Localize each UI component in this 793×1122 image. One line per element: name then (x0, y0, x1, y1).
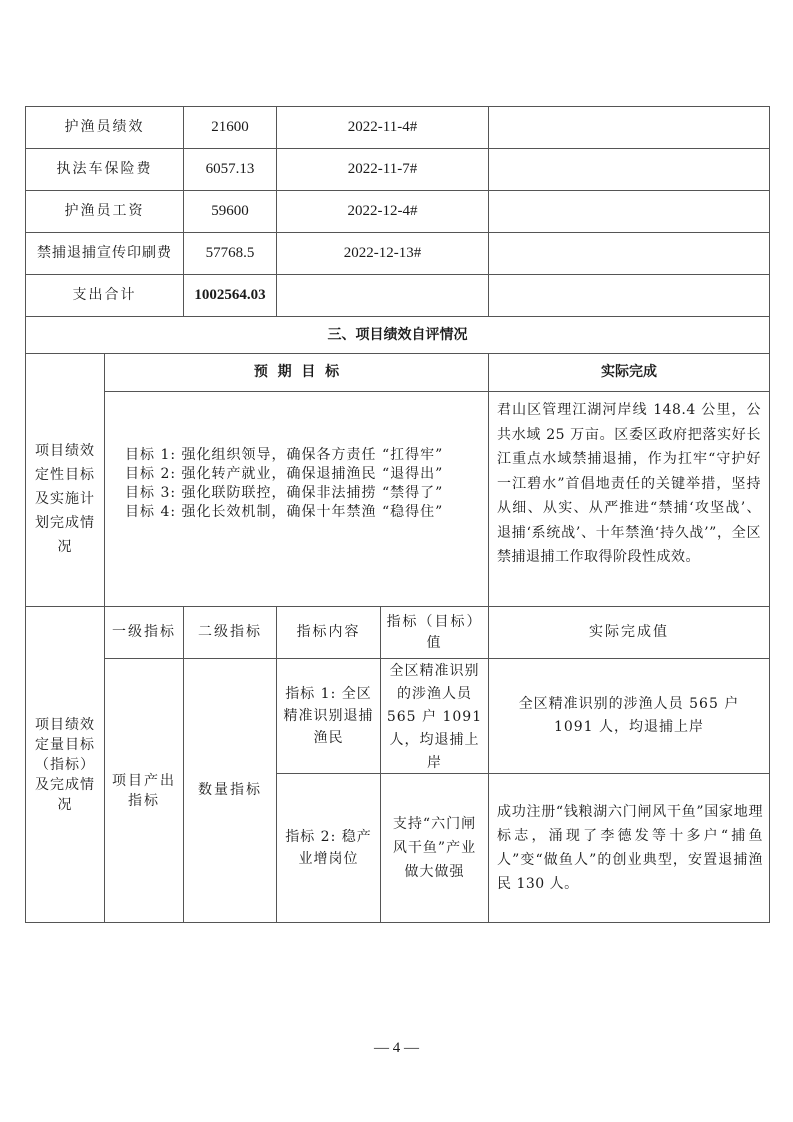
expense-amount: 57768.5 (205, 245, 255, 261)
expense-item: 护渔员绩效 (64, 119, 145, 135)
total-amount: 1002564.03 (194, 287, 266, 303)
goal-item: 目标 4: 强化长效机制，确保十年禁渔 “稳得住” (125, 504, 444, 520)
goal-item: 目标 2: 强化转产就业，确保退捕渔民 “退得出” (125, 466, 444, 482)
header-actual: 实际完成值 (589, 624, 669, 640)
expense-item: 禁捕退捕宣传印刷费 (37, 245, 172, 261)
table-border-bottom (25, 922, 770, 923)
section-title: 三、项目绩效自评情况 (327, 326, 468, 343)
indicator-content-text: 指标 2: 稳产业增岗位 (285, 829, 372, 867)
goal-item: 目标 3: 强化联防联控，确保非法捕捞 “禁得了” (125, 485, 444, 501)
header-content: 指标内容 (296, 624, 361, 640)
indicator-target-text: 全区精准识别的涉渔人员 565 户 1091 人，均退捕上岸 (386, 663, 483, 771)
goals-list (125, 446, 443, 522)
header-target-text: 指标（目标）值 (386, 613, 483, 651)
level1-text: 项目产出指标 (112, 772, 176, 809)
table-border-right (769, 106, 770, 923)
header-level2: 二级指标 (198, 624, 262, 640)
goal-item: 目标 1: 强化组织领导，确保各方责任 “扛得牢” (125, 447, 444, 463)
total-label: 支出合计 (72, 287, 137, 303)
expected-goals-header: 预 期 目 标 (253, 364, 340, 380)
expense-note (489, 191, 769, 232)
quantitative-row-label (26, 607, 104, 922)
expense-note (489, 107, 769, 148)
actual-completion-header: 实际完成 (601, 364, 657, 380)
qualitative-label-text: 项目绩效定性目标及实施计划完成情况 (35, 443, 95, 555)
indicator-actual-text: 成功注册“钱粮湖六门闸风干鱼”国家地理标志，涌现了李德发等十多户“捕鱼人”变“做鱼人”的创业典型，安置退捕渔民 130 人。 (497, 804, 763, 892)
indicator-content-text: 指标 1: 全区精准识别退捕渔民 (283, 686, 374, 746)
expense-item: 执法车保险费 (56, 161, 153, 177)
expense-voucher: 2022-12-13# (343, 245, 422, 261)
level2-indicator: 数量指标 (198, 782, 262, 798)
qualitative-row-label (26, 392, 104, 606)
header-level1: 一级指标 (112, 624, 176, 640)
expense-note (489, 233, 769, 274)
expense-voucher: 2022-12-4# (347, 203, 418, 219)
goals-cell (105, 392, 488, 606)
indicator-target-text: 支持“六门闸风干鱼”产业做大做强 (392, 816, 477, 880)
header-target (381, 607, 488, 658)
actual-completion-text: 君山区管理江湖河岸线 148.4 公里，公共水域 25 万亩。区委区政府把落实好长江重点水域禁捕退捕，作为扛牢“守护好一江碧水”首倡地责任的关键举措，坚持从细、从实、从严推进“禁捕‘攻坚战’、退捕‘系统战’、十年禁渔‘持久战’”，全区禁捕退捕工作取得阶段性成效。 (497, 402, 761, 565)
expense-amount: 59600 (211, 203, 249, 219)
indicator-actual (489, 659, 769, 773)
indicator-target (381, 774, 488, 922)
expense-note (489, 149, 769, 190)
expense-amount: 6057.13 (205, 161, 255, 177)
expense-item: 护渔员工资 (64, 203, 145, 219)
page-number: — 4 — (374, 1040, 419, 1056)
indicator-content (277, 774, 380, 922)
level1-indicator (105, 659, 183, 922)
expense-amount: 21600 (211, 119, 249, 135)
expense-voucher: 2022-11-7# (347, 161, 418, 177)
indicator-actual (489, 774, 769, 922)
indicator-actual-text: 全区精准识别的涉渔人员 565 户 1091 人，均退捕上岸 (518, 696, 740, 735)
quantitative-label-text: 项目绩效定量目标（指标）及完成情况 (35, 716, 95, 813)
indicator-target (381, 659, 488, 773)
expense-voucher: 2022-11-4# (347, 119, 418, 135)
indicator-content (277, 659, 380, 773)
